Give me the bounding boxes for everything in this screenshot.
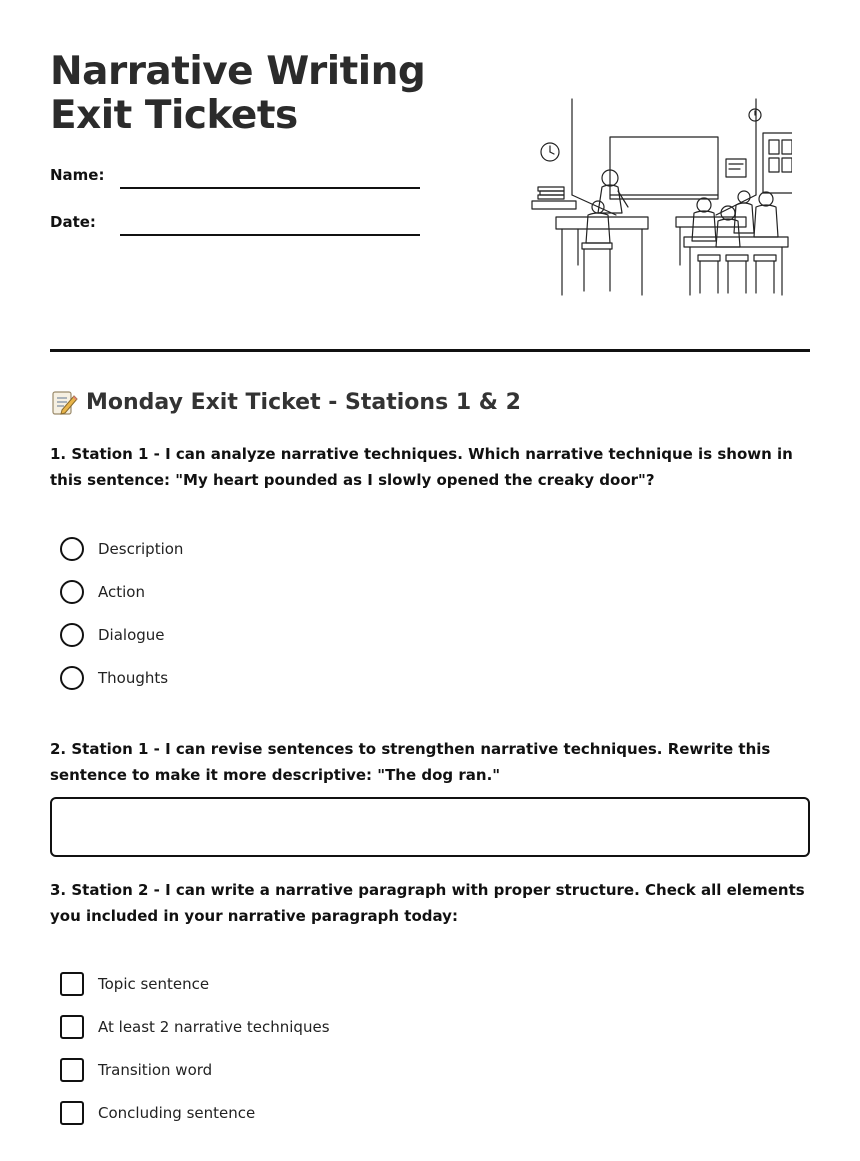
option-label: Thoughts [98, 669, 169, 687]
question-3-text: 3. Station 2 - I can write a narrative paragraph with proper structure. Check all elements you included in your narrative paragraph today: [50, 881, 805, 925]
date-field[interactable] [120, 234, 420, 236]
option-label: Concluding sentence [98, 1104, 256, 1122]
question-1-text: 1. Station 1 - I can analyze narrative techniques. Which narrative technique is shown in this sentence: "My heart pounded as I slowly opened the creaky door"? [50, 445, 793, 489]
section-title: Monday Exit Ticket - Stations 1 & 2 [86, 389, 521, 415]
checkbox-topic-sentence[interactable] [60, 972, 209, 996]
option-label: At least 2 narrative techniques [98, 1018, 330, 1036]
radio-button[interactable] [60, 580, 84, 604]
section-heading [50, 388, 521, 416]
memo-icon [50, 388, 78, 416]
radio-button[interactable] [60, 537, 84, 561]
option-thoughts[interactable] [60, 666, 168, 690]
name-field[interactable] [120, 187, 420, 189]
rewrite-answer-field[interactable] [50, 797, 810, 857]
option-action[interactable] [60, 580, 145, 604]
name-label: Name: [50, 166, 105, 184]
page-title: Narrative Writing Exit Tickets [50, 49, 426, 138]
checkbox-narrative-techniques[interactable] [60, 1015, 330, 1039]
checkbox-transition-word[interactable] [60, 1058, 212, 1082]
header-divider [50, 349, 810, 352]
option-label: Dialogue [98, 626, 165, 644]
checkbox-concluding-sentence[interactable] [60, 1101, 255, 1125]
option-label: Action [98, 583, 145, 601]
radio-button[interactable] [60, 623, 84, 647]
classroom-illustration [526, 95, 792, 300]
date-label: Date: [50, 213, 96, 231]
checkbox[interactable] [60, 1015, 84, 1039]
option-label: Description [98, 540, 184, 558]
radio-button[interactable] [60, 666, 84, 690]
option-dialogue[interactable] [60, 623, 165, 647]
question-2-text: 2. Station 1 - I can revise sentences to strengthen narrative techniques. Rewrite this sentence to make it more descriptive: "The dog ran." [50, 740, 771, 784]
option-description[interactable] [60, 537, 183, 561]
checkbox[interactable] [60, 1101, 84, 1125]
checkbox[interactable] [60, 1058, 84, 1082]
option-label: Topic sentence [98, 975, 210, 993]
checkbox[interactable] [60, 972, 84, 996]
option-label: Transition word [98, 1061, 213, 1079]
